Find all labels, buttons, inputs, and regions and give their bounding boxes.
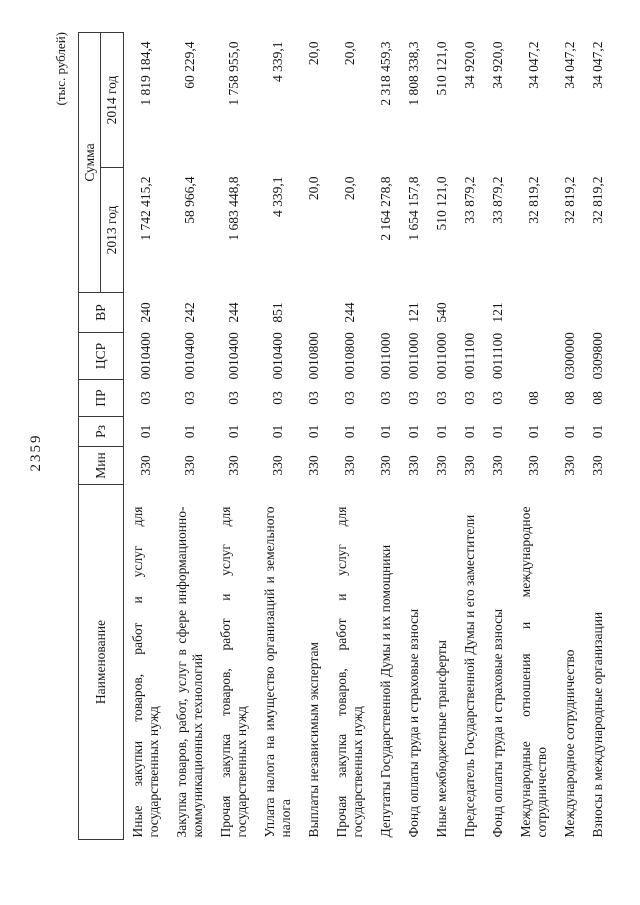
cell-pr: 03 [306,391,321,405]
cell-pr: 03 [378,391,393,405]
cell-pr: 03 [490,391,505,405]
cell-vr [456,293,484,333]
cell-sum-2014: 4 339,1 [270,41,285,82]
cell-min: 330 [526,455,541,476]
cell-min: 330 [590,455,605,476]
cell-name: Международные отношения и международное сотрудничество [518,506,549,838]
cell-min: 330 [306,455,321,476]
cell-sum-2014: 34 047,2 [590,41,605,89]
cell-rz: 01 [562,424,577,439]
cell-sum-2013: 20,0 [342,176,357,201]
page-number: 2359 [28,433,44,472]
cell-sum-2014: 510 121,0 [434,41,449,96]
cell-sum-2014: 20,0 [306,41,321,66]
cell-name: Выплаты независимым экспертам [306,642,321,838]
cell-pr: 08 [562,391,577,405]
cell-pr: 03 [462,391,477,405]
cell-sum-2013: 32 819,2 [562,176,577,224]
cell-pr: 03 [342,391,357,405]
cell-sum-2014: 1 758 955,0 [226,41,241,106]
cell-min: 330 [462,455,477,476]
cell-min: 330 [182,455,197,476]
cell-vr: 244 [342,302,357,323]
cell-csr: 0011100 [462,332,477,380]
table-row [484,32,512,839]
cell-csr: 0010800 [306,332,321,380]
cell-csr: 0010400 [138,332,153,380]
cell-csr: 0010800 [342,332,357,380]
table-row [400,32,428,839]
cell-min: 330 [342,455,357,476]
cell-sum-2013: 20,0 [306,176,321,201]
cell-sum-2013: 510 121,0 [434,176,449,231]
cell-name: Взносы в международные организации [590,611,605,838]
cell-vr [584,293,612,333]
cell-rz: 01 [270,424,285,439]
cell-vr: 540 [434,302,449,323]
cell-name: Фонд оплаты труда и страховые взносы [490,608,505,838]
table-header [79,32,124,839]
cell-name: Прочая закупка товаров, работ и услуг для государственных нужд [334,506,365,838]
cell-rz: 01 [342,424,357,439]
header-vr-col: ВР [79,293,124,333]
header-csr-col: ЦСР [79,333,124,380]
cell-name: Закупка товаров, работ, услуг в сфере информационно-коммуникационных технологий [174,506,205,838]
cell-sum-2013: 32 819,2 [590,176,605,224]
cell-csr: 0011100 [490,332,505,380]
cell-rz: 01 [490,424,505,439]
table-row [428,32,456,839]
cell-csr: 0010400 [270,332,285,380]
cell-rz: 01 [306,424,321,439]
cell-min: 330 [406,455,421,476]
header-name-col: Наименование [79,485,124,840]
cell-sum-2013: 33 879,2 [490,176,505,224]
cell-sum-2014: 1 819 184,4 [138,41,153,106]
header-pr-col: ПР [79,380,124,417]
cell-vr: 121 [406,302,421,323]
cell-min: 330 [270,455,285,476]
cell-csr: 0300000 [562,332,577,380]
cell-vr [512,293,556,333]
cell-rz: 01 [526,424,541,439]
cell-rz: 01 [138,424,153,439]
cell-sum-2014: 34 047,2 [526,41,541,89]
header-min-col: Мин [79,447,124,485]
cell-vr [300,293,328,333]
cell-csr: 0309800 [590,332,605,380]
cell-csr: 0011000 [434,332,449,380]
cell-csr: 0010400 [182,332,197,380]
cell-name: Фонд оплаты труда и страховые взносы [406,608,421,838]
cell-rz: 01 [378,424,393,439]
cell-vr: 240 [138,302,153,323]
cell-sum-2014: 1 808 338,3 [406,41,421,106]
cell-min: 330 [434,455,449,476]
cell-pr: 08 [526,391,541,405]
header-row-main [79,32,101,839]
cell-sum-2014: 20,0 [342,41,357,66]
budget-table [78,32,612,840]
cell-name: Иные закупки товаров, работ и услуг для государственных нужд [130,506,161,838]
cell-pr: 03 [182,391,197,405]
units-label: (тыс. рублей) [53,32,68,106]
cell-rz: 01 [182,424,197,439]
cell-vr [372,293,400,333]
cell-vr: 121 [490,302,505,323]
cell-min: 330 [562,455,577,476]
cell-name: Иные межбюджетные трансферты [434,640,449,838]
cell-sum-2014: 2 318 459,3 [378,41,393,106]
table-row [512,32,556,839]
header-2014-col: 2014 год [101,32,124,167]
table-row [372,32,400,839]
cell-vr: 244 [226,302,241,323]
cell-sum-2014: 60 229,4 [182,41,197,89]
cell-sum-2013: 1 654 157,8 [406,176,421,241]
table-body [124,32,613,839]
cell-sum-2013: 58 966,4 [182,176,197,224]
cell-pr: 03 [226,391,241,405]
cell-sum-2013: 1 742 415,2 [138,176,153,241]
cell-csr: 0011000 [378,332,393,380]
header-summa-col: Сумма [79,32,101,292]
cell-sum-2013: 33 879,2 [462,176,477,224]
cell-min: 330 [378,455,393,476]
cell-name: Уплата налога на имущество организаций и земельного налога [262,506,293,838]
cell-csr: 0011000 [406,332,421,380]
table-row [584,32,612,839]
table-row [212,32,256,839]
cell-name: Прочая закупка товаров, работ и услуг для государственных нужд [218,506,249,838]
cell-min: 330 [226,455,241,476]
cell-csr: 0010400 [226,332,241,380]
cell-csr [512,333,556,380]
cell-rz: 01 [406,424,421,439]
cell-vr: 242 [182,302,197,323]
cell-min: 330 [138,455,153,476]
cell-rz: 01 [590,424,605,439]
table-row [256,32,300,839]
table-row [328,32,372,839]
cell-sum-2013: 4 339,1 [270,176,285,217]
cell-pr: 03 [138,391,153,405]
cell-sum-2013: 1 683 448,8 [226,176,241,241]
cell-pr: 03 [434,391,449,405]
header-2013-col: 2013 год [101,168,124,293]
cell-pr: 03 [406,391,421,405]
table-row [168,32,212,839]
cell-sum-2014: 34 920,0 [462,41,477,89]
cell-rz: 01 [434,424,449,439]
cell-pr: 03 [270,391,285,405]
cell-sum-2013: 32 819,2 [526,176,541,224]
table-row [300,32,328,839]
cell-min: 330 [490,455,505,476]
cell-name: Председатель Государственной Думы и его заместители [462,514,477,838]
cell-name: Депутаты Государственной Думы и их помощники [378,544,393,838]
cell-vr: 851 [270,302,285,323]
cell-rz: 01 [226,424,241,439]
cell-name: Международное сотрудничество [562,649,577,838]
cell-sum-2013: 2 164 278,8 [378,176,393,241]
cell-rz: 01 [462,424,477,439]
cell-sum-2014: 34 047,2 [562,41,577,89]
table-row [456,32,484,839]
header-rz-col: Рз [79,417,124,447]
cell-vr [556,293,584,333]
table-row [556,32,584,839]
cell-sum-2014: 34 920,0 [490,41,505,89]
cell-pr: 08 [590,391,605,405]
table-row [124,32,169,839]
